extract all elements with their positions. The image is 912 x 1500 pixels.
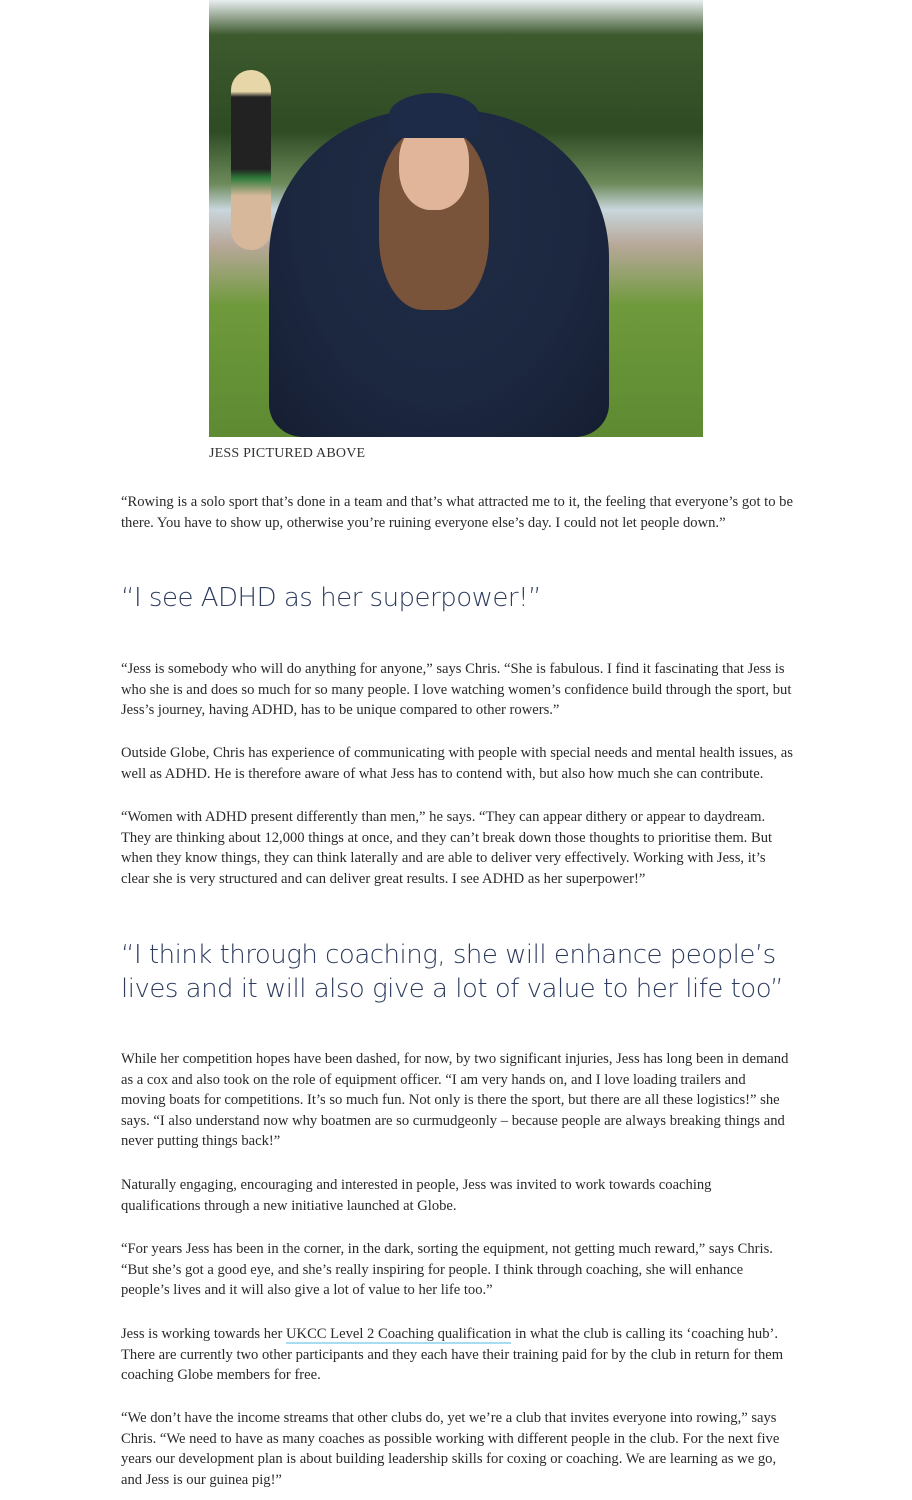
- jess-photo: [209, 0, 703, 437]
- pull-quote-heading: “I think through coaching, she will enhance people’s lives and it will also give a lot of value to her life too”: [121, 940, 784, 1004]
- paragraph: “Rowing is a solo sport that’s done in a team and that’s what attracted me to it, the feeling that everyone’s got to be there. You have to show up, otherwise you’re ruining everyone else’s day. I could not let people down.”: [121, 494, 793, 531]
- text: Jess is working towards her: [121, 1326, 286, 1342]
- paragraph: Outside Globe, Chris has experience of communicating with people with special needs and mental health issues, as well as ADHD. He is therefore aware of what Jess has to contend with, but also how much she can contribute.: [121, 745, 793, 782]
- ukcc-qualification-link[interactable]: UKCC Level 2 Coaching qualification: [285, 1326, 512, 1342]
- paragraph: “For years Jess has been in the corner, in the dark, sorting the equipment, not getting much reward,” says Chris. “But she’s got a good eye, and she’s really inspiring for people. I think through coaching, she will enhance people’s lives and it will also give a lot of value to her life too.”: [121, 1241, 773, 1299]
- paragraph: While her competition hopes have been dashed, for now, by two significant injuries, Jess has long been in demand as a cox and also took on the role of equipment officer. “I am very hands on, and I love loading trailers and moving boats for competitions. It’s so much fun. Not only is there the sport, but there are all these logistics!” she says. “I also understand now why boatmen are so curmudgeonly – because people are always breaking things and never putting things back!”: [121, 1051, 789, 1150]
- paragraph: “Jess is somebody who will do anything for anyone,” says Chris. “She is fabulous. I find it fascinating that Jess is who she is and does so much for so many people. I love watching women’s confidence build through the sport, but Jess’s journey, having ADHD, has to be unique compared to other rowers.”: [121, 661, 792, 719]
- text: in what the club is calling its ‘coaching hub’. There are currently two other participants and they each have their training paid for by the club in return for them coaching Globe members for free.: [121, 1326, 784, 1384]
- photo-caption: JESS PICTURED ABOVE: [209, 446, 366, 461]
- paragraph: “Women with ADHD present differently than men,” he says. “They can appear dithery or appear to daydream. They are thinking about 12,000 things at once, and they can’t break down those thoughts to prioritise them. But when they know things, they can think laterally and are able to deliver very effectively. Working with Jess, it’s clear she is very structured and can deliver great results. I see ADHD as her superpower!”: [121, 809, 773, 887]
- paragraph: “We don’t have the income streams that other clubs do, yet we’re a club that invites everyone into rowing,” says Chris. “We need to have as many coaches as possible working with different people in the club. For the next five years our development plan is about building leadership skills for coxing or coaching. We are learning as we go, and Jess is our guinea pig!”: [121, 1410, 780, 1488]
- background-walker: [231, 70, 271, 250]
- cap: [389, 93, 479, 138]
- paragraph: Naturally engaging, encouraging and interested in people, Jess was invited to work towards coaching qualifications through a new initiative launched at Globe.: [121, 1177, 712, 1214]
- paragraph: [121, 1324, 793, 1386]
- pull-quote-heading: “I see ADHD as her superpower!”: [121, 583, 541, 613]
